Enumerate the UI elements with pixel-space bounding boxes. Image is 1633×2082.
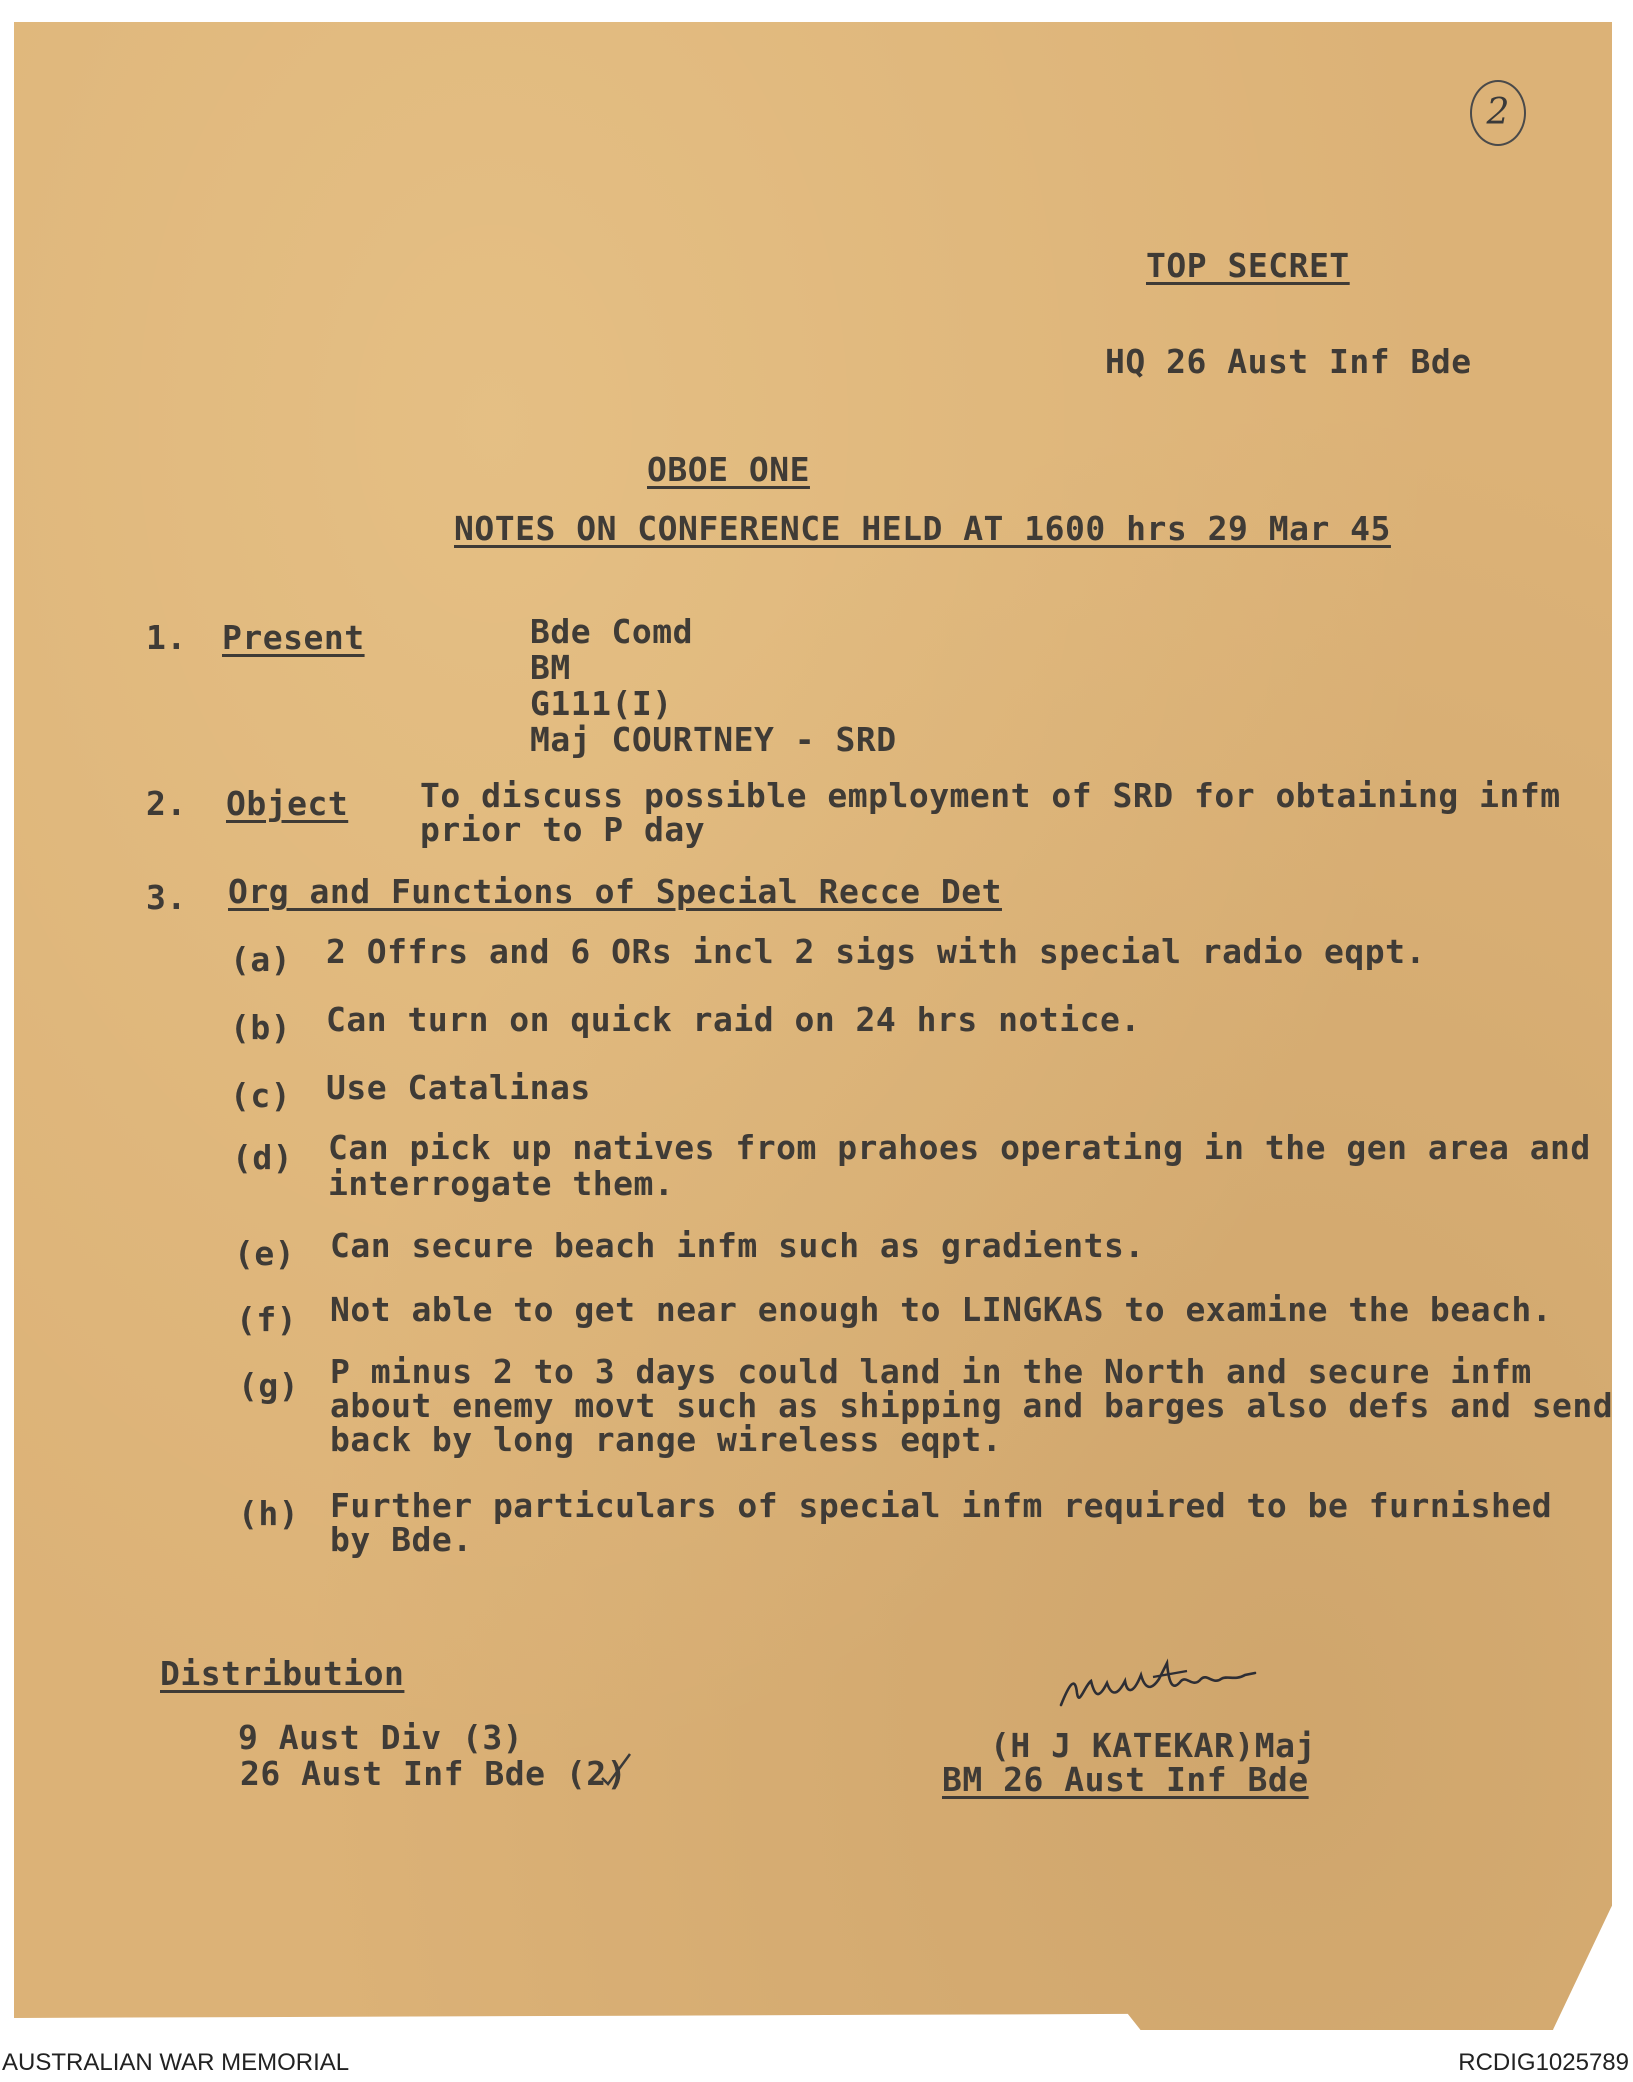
item-letter: (a): [230, 940, 292, 979]
attendee-line: G111(I): [530, 684, 673, 723]
item-letter: (h): [238, 1494, 300, 1533]
section-3-number: 3.: [146, 878, 187, 917]
tick-mark-icon: [598, 1748, 634, 1788]
classification-heading: TOP SECRET: [1146, 246, 1350, 285]
handwritten-signature: [1055, 1645, 1335, 1725]
section-2-number: 2.: [146, 784, 187, 823]
document-title: NOTES ON CONFERENCE HELD AT 1600 hrs 29 Mar 45: [454, 509, 1391, 548]
distribution-line: 9 Aust Div (3): [238, 1718, 524, 1757]
item-line: 2 Offrs and 6 ORs incl 2 sigs with special radio eqpt.: [326, 932, 1426, 971]
attendee-line: Maj COURTNEY - SRD: [530, 720, 897, 759]
signatory-name: (H J KATEKAR)Maj: [990, 1726, 1316, 1765]
item-line: Not able to get near enough to LINGKAS to examine the beach.: [330, 1290, 1553, 1329]
item-letter: (f): [236, 1300, 298, 1339]
item-line: P minus 2 to 3 days could land in the North and secure infm: [330, 1352, 1532, 1391]
operation-title: OBOE ONE: [647, 450, 810, 489]
object-line: prior to P day: [420, 810, 706, 849]
item-letter: (d): [232, 1138, 294, 1177]
section-1-number: 1.: [146, 618, 187, 657]
page-number: 2: [1470, 80, 1526, 146]
footer-archive-name: AUSTRALIAN WAR MEMORIAL: [2, 2049, 350, 2076]
item-line: interrogate them.: [328, 1164, 675, 1203]
signatory-title: BM 26 Aust Inf Bde: [942, 1760, 1309, 1799]
item-line: Use Catalinas: [326, 1068, 591, 1107]
item-line: by Bde.: [330, 1520, 473, 1559]
section-2-label: Object: [226, 784, 349, 823]
attendee-line: Bde Comd: [530, 612, 693, 651]
item-line: Can pick up natives from prahoes operating in the gen area and: [328, 1128, 1591, 1167]
item-letter: (b): [230, 1008, 292, 1047]
item-line: Can secure beach infm such as gradients.: [330, 1226, 1145, 1265]
attendee-line: BM: [530, 648, 571, 687]
hq-heading: HQ 26 Aust Inf Bde: [1105, 342, 1472, 381]
item-letter: (e): [234, 1234, 296, 1273]
item-letter: (c): [230, 1076, 292, 1115]
distribution-label: Distribution: [160, 1654, 405, 1693]
distribution-line: 26 Aust Inf Bde (2): [240, 1754, 627, 1793]
item-line: Can turn on quick raid on 24 hrs notice.: [326, 1000, 1141, 1039]
item-letter: (g): [238, 1366, 300, 1405]
footer-record-id: RCDIG1025789: [1458, 2049, 1629, 2076]
item-line: about enemy movt such as shipping and barges also defs and send: [330, 1386, 1614, 1425]
item-line: back by long range wireless eqpt.: [330, 1420, 1003, 1459]
object-line: To discuss possible employment of SRD for obtaining infm: [420, 776, 1561, 815]
section-3-label: Org and Functions of Special Recce Det: [228, 872, 1002, 911]
section-1-label: Present: [222, 618, 365, 657]
item-line: Further particulars of special infm required to be furnished: [330, 1486, 1553, 1525]
